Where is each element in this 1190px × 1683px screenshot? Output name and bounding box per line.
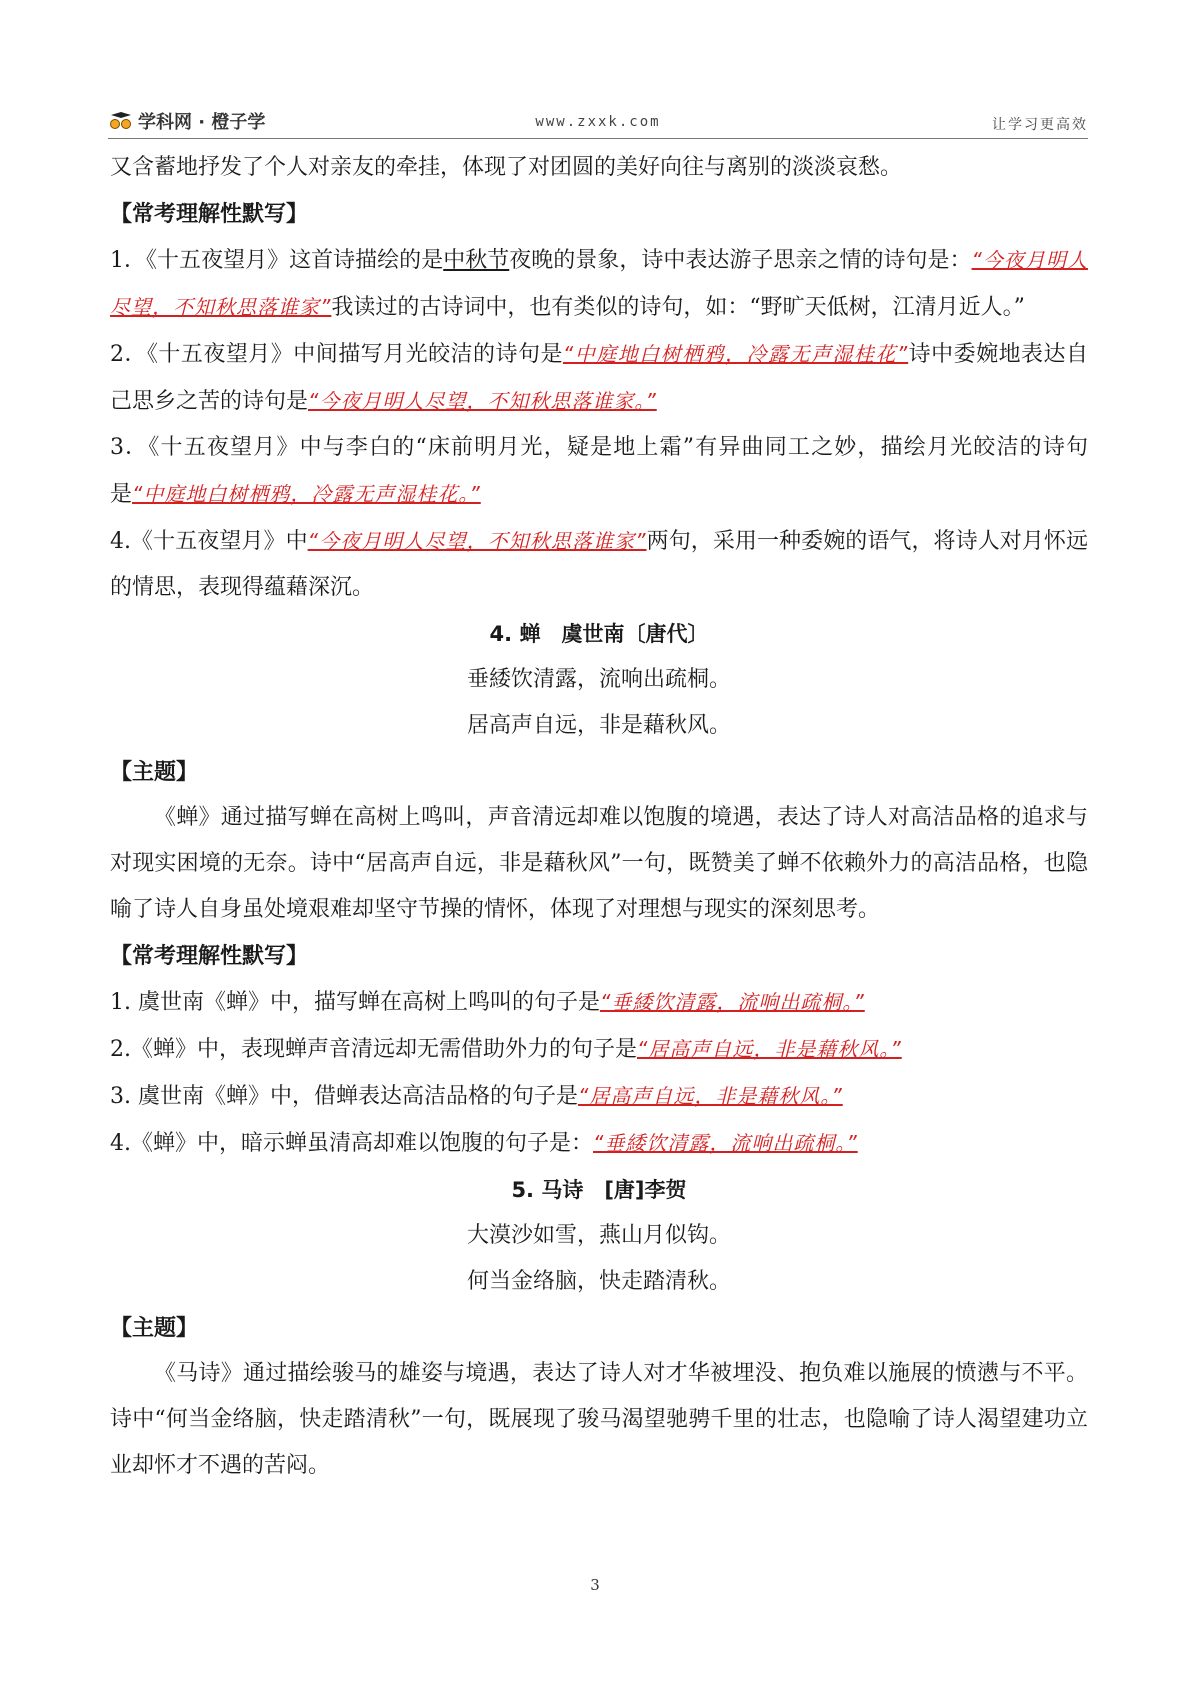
section-heading: 【常考理解性默写】 bbox=[110, 943, 309, 969]
underlined-term: 中秋节 bbox=[443, 248, 510, 273]
poem-line: 何当金络脑，快走踏清秋。 bbox=[466, 1269, 731, 1294]
answer: “中庭地白树栖鸦，冷露无声湿桂花。” bbox=[132, 482, 481, 506]
brand-name: 学科网 · 橙子学 bbox=[138, 112, 266, 133]
poem-line: 居高声自远，非是藉秋风。 bbox=[466, 713, 731, 738]
question-1: 1．《十五夜望月》这首诗描绘的是中秋节夜晚的景象，诗中表达游子思亲之情的诗句是：“今夜月明人尽望，不知秋思落谁家”我读过的古诗词中，也有类似的诗句，如：“野旷天低树，江清月近人。” bbox=[110, 248, 1088, 320]
theme-heading: 【主题】 bbox=[110, 1315, 199, 1341]
question-1: 1. 虞世南《蝉》中，描写蝉在高树上鸣叫的句子是“垂緌饮清露，流响出疏桐。” bbox=[110, 990, 865, 1015]
theme-paragraph: 《蝉》通过描写蝉在高树上鸣叫，声音清远却难以饱腹的境遇，表达了诗人对高洁品格的追求与对现实困境的无奈。诗中“居高声自远，非是藉秋风”一句，既赞美了蝉不依赖外力的高洁品格，也隐喻了诗人自身虽处境艰难却坚守节操的情怀，体现了对理想与现实的深刻思考。 bbox=[110, 805, 1088, 922]
poem-line: 垂緌饮清露，流响出疏桐。 bbox=[466, 667, 731, 692]
poem-title: 4. 蝉 虞世南〔唐代〕 bbox=[489, 622, 709, 646]
intro-tail: 又含蓄地抒发了个人对亲友的牵挂，体现了对团圆的美好向往与离别的淡淡哀愁。 bbox=[110, 155, 903, 180]
header-slogan: 让学习更高效 bbox=[992, 117, 1088, 133]
answer: “今夜月明人尽望，不知秋思落谁家” bbox=[110, 248, 1088, 319]
page-header bbox=[108, 108, 1088, 138]
answer: “垂緌饮清露，流响出疏桐。” bbox=[593, 1131, 858, 1155]
answer: “居高声自远，非是藉秋风。” bbox=[637, 1037, 902, 1061]
question-2: 2．《十五夜望月》中间描写月光皎洁的诗句是“中庭地白树栖鸦，冷露无声湿桂花”诗中委婉地表达自己思乡之苦的诗句是“今夜月明人尽望，不知秋思落谁家。” bbox=[110, 342, 1088, 414]
question-2: 2.《蝉》中，表现蝉声音清远却无需借助外力的句子是“居高声自远，非是藉秋风。” bbox=[110, 1037, 902, 1062]
theme-paragraph: 《马诗》通过描绘骏马的雄姿与境遇，表达了诗人对才华被埋没、抱负难以施展的愤懑与不平。诗中“何当金络脑，快走踏清秋”一句，既展现了骏马渴望驰骋千里的壮志，也隐喻了诗人渴望建功立业却怀才不遇的苦闷。 bbox=[110, 1361, 1088, 1478]
theme-heading: 【主题】 bbox=[110, 759, 199, 785]
question-3: 3．《十五夜望月》中与李白的“床前明月光，疑是地上霜”有异曲同工之妙，描绘月光皎洁的诗句是“中庭地白树栖鸦，冷露无声湿桂花。” bbox=[110, 435, 1088, 507]
answer: “居高声自远，非是藉秋风。” bbox=[578, 1084, 843, 1108]
poem-title: 5. 马诗 [唐]李贺 bbox=[511, 1178, 687, 1202]
answer: “今夜月明人尽望，不知秋思落谁家。” bbox=[308, 389, 657, 413]
page-number: 3 bbox=[590, 1576, 600, 1594]
question-4: 4.《蝉》中，暗示蝉虽清高却难以饱腹的句子是：“垂緌饮清露，流响出疏桐。” bbox=[110, 1131, 858, 1156]
poem-line: 大漠沙如雪，燕山月似钩。 bbox=[466, 1223, 731, 1248]
section-heading: 【常考理解性默写】 bbox=[110, 201, 309, 227]
answer: “中庭地白树栖鸦，冷露无声湿桂花” bbox=[562, 342, 909, 366]
answer: “今夜月明人尽望，不知秋思落谁家” bbox=[307, 529, 647, 553]
answer: “垂緌饮清露，流响出疏桐。” bbox=[600, 990, 865, 1014]
question-3: 3. 虞世南《蝉》中，借蝉表达高洁品格的句子是“居高声自远，非是藉秋风。” bbox=[110, 1084, 843, 1109]
question-4: 4.《十五夜望月》中“今夜月明人尽望，不知秋思落谁家”两句，采用一种委婉的语气，将诗人对月怀远的情思，表现得蕴藉深沉。 bbox=[110, 529, 1088, 600]
header-divider bbox=[108, 138, 1088, 139]
document-body bbox=[110, 145, 1088, 1489]
site-url: www.zxxk.com bbox=[535, 114, 661, 130]
